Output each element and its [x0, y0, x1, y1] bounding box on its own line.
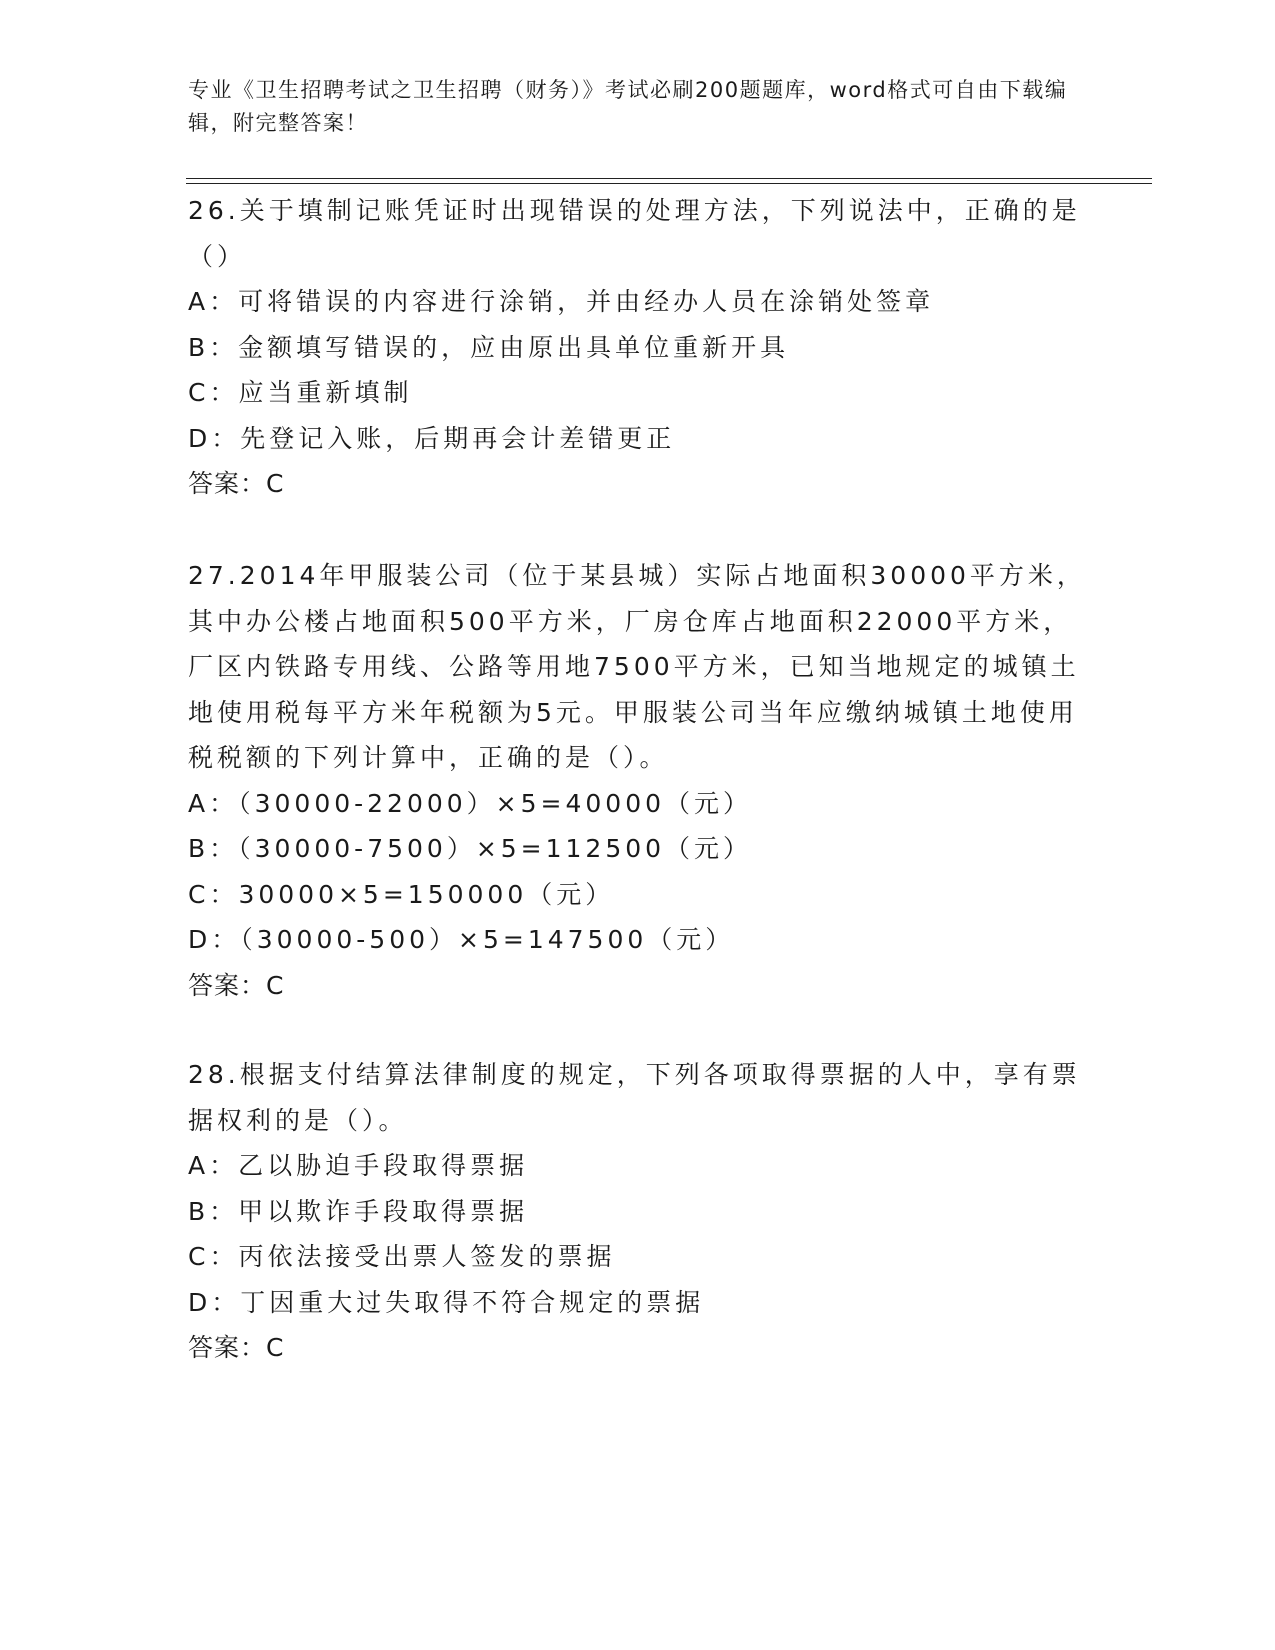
- option-a: A：（30000-22000）×5=40000（元）: [188, 788, 753, 818]
- option-d: D：丁因重大过失取得不符合规定的票据: [188, 1287, 705, 1317]
- option-d: D：先登记入账，后期再会计差错更正: [188, 423, 676, 453]
- answer-line: 答案：C: [188, 1333, 285, 1362]
- answer-line: 答案：C: [188, 970, 285, 1000]
- option-b: B：（30000-7500）×5=112500（元）: [188, 834, 753, 863]
- option-c: C：30000×5=150000（元）: [188, 879, 615, 909]
- question-28: [188, 1052, 1088, 1371]
- option-c: C：丙依法接受出票人签发的票据: [188, 1242, 616, 1271]
- question-stem: 28.根据支付结算法律制度的规定，下列各项取得票据的人中，享有票据权利的是（）。: [188, 1060, 1081, 1135]
- answer-line: 答案：C: [188, 469, 285, 498]
- document-header: 专业《卫生招聘考试之卫生招聘（财务）》考试必刷200题题库，word格式可自由下载编辑，附完整答案！: [188, 78, 1068, 135]
- question-stem: 27.2014年甲服装公司（位于某县城）实际占地面积30000平方米，其中办公楼占地面积500平方米，厂房仓库占地面积22000平方米，厂区内铁路专用线、公路等用地7500平方米，已知当地规定的城镇土地使用税每平方米年税额为5元。甲服装公司当年应缴纳城镇土地使用税税额的下列计算中，正确的是（）。: [188, 561, 1086, 772]
- option-c: C：应当重新填制: [188, 378, 413, 407]
- header-divider-top: [186, 178, 1152, 179]
- option-d: D：（30000-500）×5=147500（元）: [188, 925, 735, 954]
- question-27: [188, 553, 1088, 1008]
- header-divider-bottom: [186, 183, 1152, 184]
- question-26: [188, 188, 1088, 507]
- option-a: A：可将错误的内容进行涂销，并由经办人员在涂销处签章: [188, 287, 935, 316]
- question-stem: 26.关于填制记账凭证时出现错误的处理方法，下列说法中，正确的是（）: [188, 196, 1081, 271]
- option-b: B：金额填写错误的，应由原出具单位重新开具: [188, 332, 790, 362]
- option-b: B：甲以欺诈手段取得票据: [188, 1196, 529, 1226]
- option-a: A：乙以胁迫手段取得票据: [188, 1151, 529, 1180]
